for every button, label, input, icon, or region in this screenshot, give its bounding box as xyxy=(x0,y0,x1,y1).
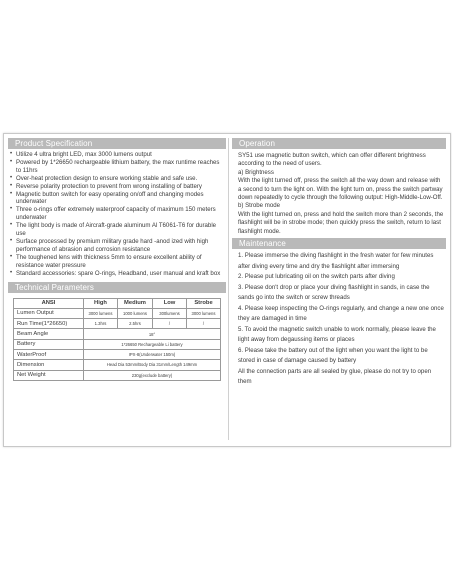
operation-paragraph: With the light turned on, press and hold the switch more than 2 seconds, the flashlight will be in strobe mode; then quickly press the switch, return to last flashlight mode. xyxy=(238,210,444,235)
product-spec-header: Product Specification xyxy=(8,138,226,149)
technical-parameters-header: Technical Parameters xyxy=(8,282,226,293)
table-cell: 1000 lumens xyxy=(118,308,153,318)
operation-subheading: b) Strobe mode xyxy=(238,202,281,210)
table-row xyxy=(14,349,221,359)
operation-text xyxy=(232,149,446,236)
table-cell: 1*26650 Rechargeable Li battery xyxy=(84,339,221,349)
spec-item: • Utilize 4 ultra bright LED, max 3000 lumens output xyxy=(8,151,226,159)
table-cell: / xyxy=(153,319,187,329)
table-cell: / xyxy=(187,319,221,329)
table-header-row xyxy=(14,298,221,308)
header-low: Low xyxy=(153,298,187,308)
operation-header: Operation xyxy=(232,138,446,149)
spec-item: • Magnetic button switch for easy operating on/off and changing modes underwater xyxy=(8,191,226,207)
maintenance-item: 5. To avoid the magnetic switch unable to work normally, please leave the light away from degaussing items or places xyxy=(238,325,436,344)
table-cell: 3000 lumens xyxy=(84,308,118,318)
spec-item: • The toughened lens with thickness 5mm to ensure excellent ability of resistance water pressure xyxy=(8,254,226,270)
row-label-beam-angle: Beam Angle xyxy=(14,329,84,339)
spec-item: • Three o-rings offer extremely waterproof capacity of maximum 150 meters underwater xyxy=(8,206,226,222)
table-cell: IPX-8(Underwater 150m) xyxy=(84,349,221,359)
maintenance-item: 6. Please take the battery out of the light when you want the light to be stored in case of damage caused by battery xyxy=(238,346,428,365)
table-row xyxy=(14,360,221,370)
table-row xyxy=(14,339,221,349)
operation-subheading: a) Brightness xyxy=(238,168,274,176)
row-label-dimension: Dimension xyxy=(14,360,84,370)
header-strobe: Strobe xyxy=(187,298,221,308)
row-label-battery: Battery xyxy=(14,339,84,349)
spec-item: • Powered by 1*26650 rechargeable lithium battery, the max runtime reaches to 11hrs xyxy=(8,159,226,175)
right-column xyxy=(232,138,446,388)
table-row xyxy=(14,319,221,329)
spec-item: • The light body is made of Aircraft-grade aluminum Al T6061-T6 for durable use xyxy=(8,222,226,238)
header-high: High xyxy=(84,298,118,308)
spec-item: • Surface processed by premium military grade hard -anod ized with high performance of abrasion and corrosion resistance xyxy=(8,238,226,254)
column-divider xyxy=(228,138,229,440)
table-cell: 2.5hrs xyxy=(118,319,153,329)
row-label-run-time: Run Time(1*26650) xyxy=(14,319,84,329)
table-cell: 18° xyxy=(84,329,221,339)
maintenance-item: 4. Please keep inspecting the O-rings regularly, and change a new one once they are damaged in time xyxy=(238,304,444,323)
maintenance-header: Maintenance xyxy=(232,238,446,249)
maintenance-text xyxy=(232,249,446,388)
technical-parameters-table xyxy=(13,298,221,381)
table-cell: Head Dia 53mm/Body Dia 31mm/Length 149mm xyxy=(84,360,221,370)
manual-sheet xyxy=(3,133,451,447)
product-spec-list xyxy=(8,151,226,278)
maintenance-item: All the connection parts are all sealed by glue, please do not try to open them xyxy=(238,367,432,386)
table-cell: 1.3hrs xyxy=(84,319,118,329)
operation-paragraph: SY51 use magnetic button switch, which can offer different brightness according to the need of users. xyxy=(238,152,426,168)
maintenance-item: 3. Please don't drop or place your diving flashlight in sands, in case the sands go into the switch or screw threads xyxy=(238,283,430,302)
table-row xyxy=(14,308,221,318)
operation-paragraph: With the light turned off, press the switch all the way down and release with a second to turn the light on. With the light turn on, press the switch partway down repeatedly to cycle through the following output: High-Middle-Low-Off. xyxy=(238,177,443,202)
table-cell: 3000 lumens xyxy=(187,308,221,318)
header-medium: Medium xyxy=(118,298,153,308)
maintenance-item: 1. Please immerse the diving flashlight in the fresh water for few minutes after diving every time and dry the flashlight after immersing xyxy=(238,252,434,270)
header-ansi: ANSI xyxy=(14,298,84,308)
table-row xyxy=(14,329,221,339)
left-column xyxy=(8,138,226,381)
row-label-lumen-output: Lumen Output xyxy=(14,308,84,318)
spec-item: • Over-heat protection design to ensure working stable and safe use. xyxy=(8,175,226,183)
table-cell: 230g(exclude battery) xyxy=(84,370,221,380)
table-row xyxy=(14,370,221,380)
row-label-waterproof: WaterProof xyxy=(14,349,84,359)
row-label-net-weight: Net Weight xyxy=(14,370,84,380)
spec-item: • Reverse polarity protection to prevent from wrong installing of battery xyxy=(8,183,226,191)
table-cell: 300lumens xyxy=(153,308,187,318)
maintenance-item: 2. Please put lubricating oil on the switch parts after diving xyxy=(238,273,395,281)
spec-item: • Standard accessories: spare O-rings, Headband, user manual and kraft box xyxy=(8,270,226,278)
